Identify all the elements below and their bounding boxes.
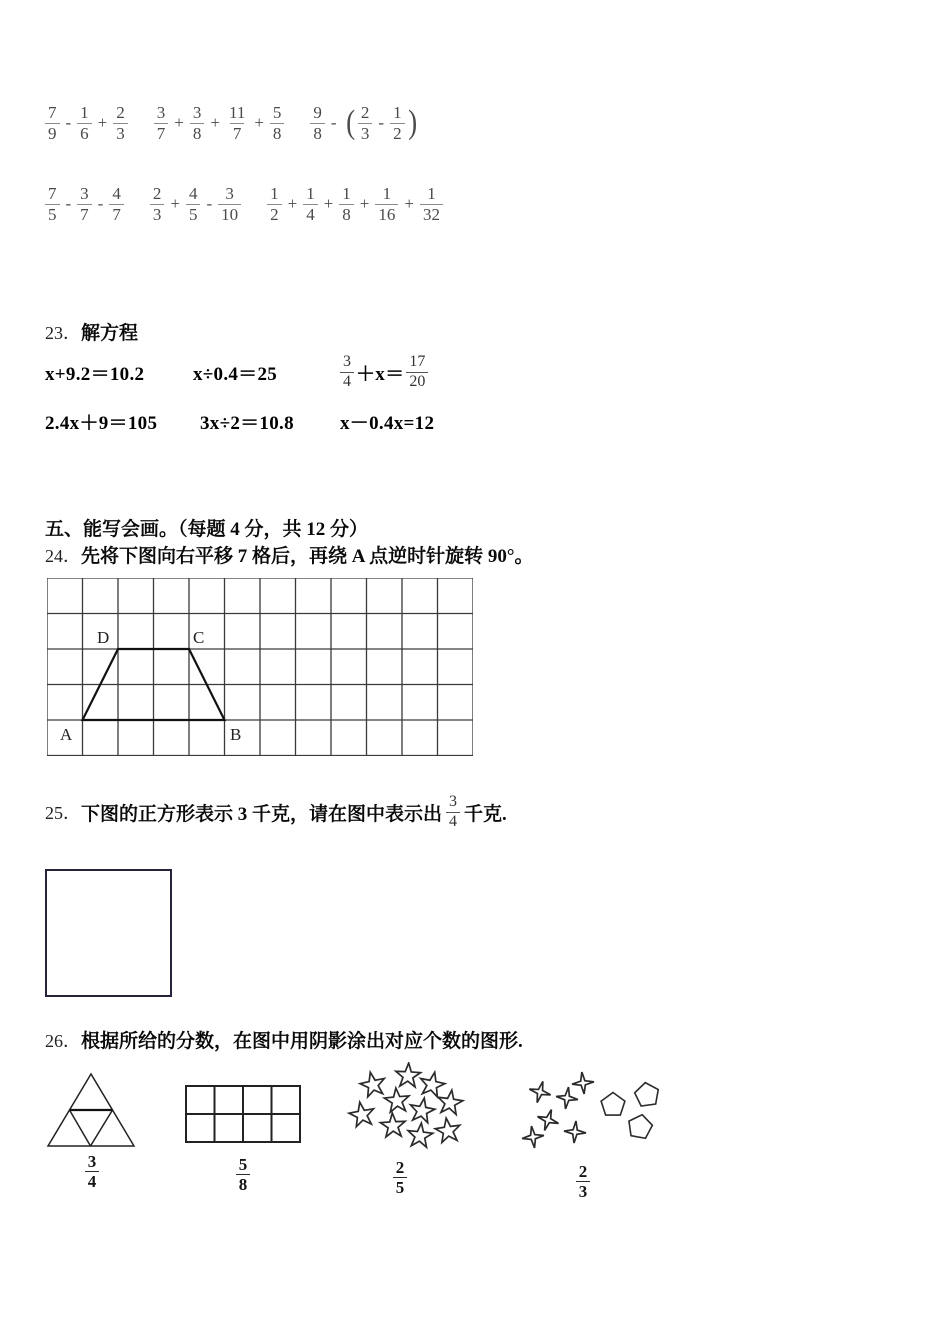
problem-number: 25． (45, 803, 81, 823)
p24-grid (47, 578, 473, 756)
problem-24-title (45, 541, 534, 568)
vertex-label-a: A (60, 725, 73, 744)
star-icon (395, 1062, 421, 1087)
p25-square (45, 869, 172, 997)
problem-text-before: 下图的正方形表示 3 千克，请在图中表示出 (81, 803, 443, 825)
problem-number: 23． (45, 323, 81, 343)
problem-text-after: 千克. (464, 803, 507, 825)
equation: x－0.4x=12 (340, 412, 435, 434)
equation: 3x÷2＝10.8 (200, 412, 294, 434)
figure-fraction: $\frac{5}{8}$ (185, 1155, 301, 1194)
p26-sparkles-pentagons-figure (520, 1068, 665, 1153)
p26-rectangle-grid-figure (185, 1085, 301, 1143)
star-icon (348, 1100, 376, 1127)
pentagon-icon (633, 1081, 660, 1107)
p26-triangle-figure (44, 1070, 140, 1150)
star-icon (407, 1122, 434, 1148)
expression-group: $\frac{7}{9}$ - $\frac{1}{6}$ + $\frac{2}{3}$ (45, 103, 128, 143)
vertex-label-b: B (230, 725, 242, 744)
star-icon (408, 1096, 436, 1123)
sparkle-icon (521, 1125, 546, 1150)
expression-group: $\frac{3}{7}$ + $\frac{3}{8}$ + $\frac{11}{7}$ + $\frac{5}{8}$ (154, 103, 285, 143)
expression-group: $\frac{1}{2}$ + $\frac{1}{4}$ + $\frac{1}{8}$ + $\frac{1}{16}$ + $\frac{1}{32}$ (267, 184, 443, 224)
fraction-exercise-row-1 (45, 103, 420, 143)
star-icon (358, 1070, 387, 1098)
problem-number: 26． (45, 1031, 81, 1051)
expression-group: $\frac{9}{8}$ - ( $\frac{2}{3}$ - $\frac{1}{2}$ ) (310, 103, 420, 143)
problem-title-text: 解方程 (81, 323, 139, 344)
star-icon (380, 1112, 406, 1137)
problem-25-title (45, 786, 507, 838)
star-icon (434, 1116, 462, 1143)
p24-grid-lines (47, 578, 473, 756)
sparkle-icon (555, 1086, 580, 1111)
expression-group: $\frac{7}{5}$ - $\frac{3}{7}$ - $\frac{4}{7}$ (45, 184, 124, 224)
star-icon (418, 1070, 447, 1098)
problem-text: 根据所给的分数，在图中用阴影涂出对应个数的图形. (81, 1031, 523, 1052)
star-icon (384, 1087, 411, 1113)
problem-text: 先将下图向右平移 7 格后，再绕 A 点逆时针旋转 90°。 (81, 546, 534, 567)
sparkle-icon (527, 1079, 554, 1106)
equation: x÷0.4＝25 (193, 363, 278, 385)
sparkle-icon (571, 1071, 595, 1095)
figure-fraction: $\frac{2}{3}$ (520, 1162, 646, 1201)
equation: 2.4x＋9＝105 (45, 412, 158, 434)
section-5-heading: 五、能写会画。（每题 4 分，共 12 分） (45, 519, 369, 540)
p26-stars-figure (345, 1062, 470, 1154)
figure-fraction: $\frac{3}{4}$ (44, 1152, 140, 1191)
star-icon (436, 1088, 464, 1115)
problem-number: 24． (45, 546, 81, 566)
equation: $\frac{3}{4}$ ＋x＝ $\frac{17}{20}$ (338, 350, 430, 394)
problem-26-title (45, 1026, 523, 1053)
expression-group: $\frac{2}{3}$ + $\frac{4}{5}$ - $\frac{3}{10}$ (150, 184, 241, 224)
problem-23-title (45, 318, 138, 345)
fraction-exercise-row-2 (45, 184, 443, 224)
inline-fraction: $\frac{3}{4}$ (442, 793, 464, 831)
equation: x+9.2＝10.2 (45, 363, 145, 385)
figure-fraction: $\frac{2}{5}$ (345, 1158, 455, 1197)
vertex-label-c: C (193, 628, 205, 647)
sparkle-icon (534, 1106, 562, 1134)
vertex-label-d: D (97, 628, 110, 647)
pentagon-icon (601, 1093, 625, 1116)
sparkle-icon (563, 1120, 587, 1144)
pentagon-icon (627, 1113, 654, 1139)
